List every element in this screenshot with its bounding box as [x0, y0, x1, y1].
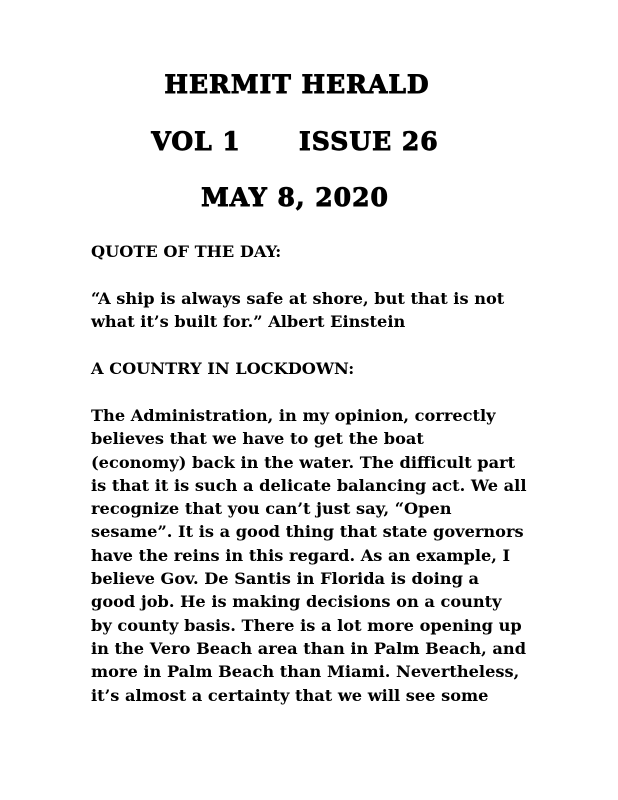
quote-line: “A ship is always safe at shore, but that is not [91, 289, 505, 308]
article-body [91, 404, 527, 707]
issue-date: MAY 8, 2020 [201, 183, 389, 212]
article-line: believe Gov. De Santis in Florida is doing a [91, 569, 480, 589]
article-line: by county basis. There is a lot more opening up [91, 615, 522, 635]
article-line: have the reins in this regard. As an example, I [91, 545, 511, 565]
article-line: The Administration, in my opinion, correctly [91, 406, 496, 425]
article-line: more in Palm Beach than Miami. Nevertheless, [91, 662, 520, 682]
quote-text [91, 287, 521, 334]
article-line: believes that we have to get the boat [91, 429, 424, 449]
article-line: it’s almost a certainty that we will see some [91, 685, 489, 705]
volume-issue: VOL 1 ISSUE 26 [151, 127, 439, 156]
article-line: recognize that you can’t just say, “Open [91, 499, 452, 519]
article-line: in the Vero Beach area than in Palm Beach, and [91, 638, 527, 658]
quote-line: what it’s built for.” Albert Einstein [91, 312, 406, 332]
article-line: is that it is such a delicate balancing act. We all [91, 475, 527, 495]
article-line: (economy) back in the water. The difficult part [91, 452, 516, 472]
article-line: good job. He is making decisions on a county [91, 592, 502, 612]
article-line: sesame”. It is a good thing that state governors [91, 522, 524, 542]
newsletter-title: HERMIT HERALD [164, 70, 430, 99]
quote-heading: QUOTE OF THE DAY: [91, 242, 282, 261]
section-heading: A COUNTRY IN LOCKDOWN: [91, 359, 355, 378]
